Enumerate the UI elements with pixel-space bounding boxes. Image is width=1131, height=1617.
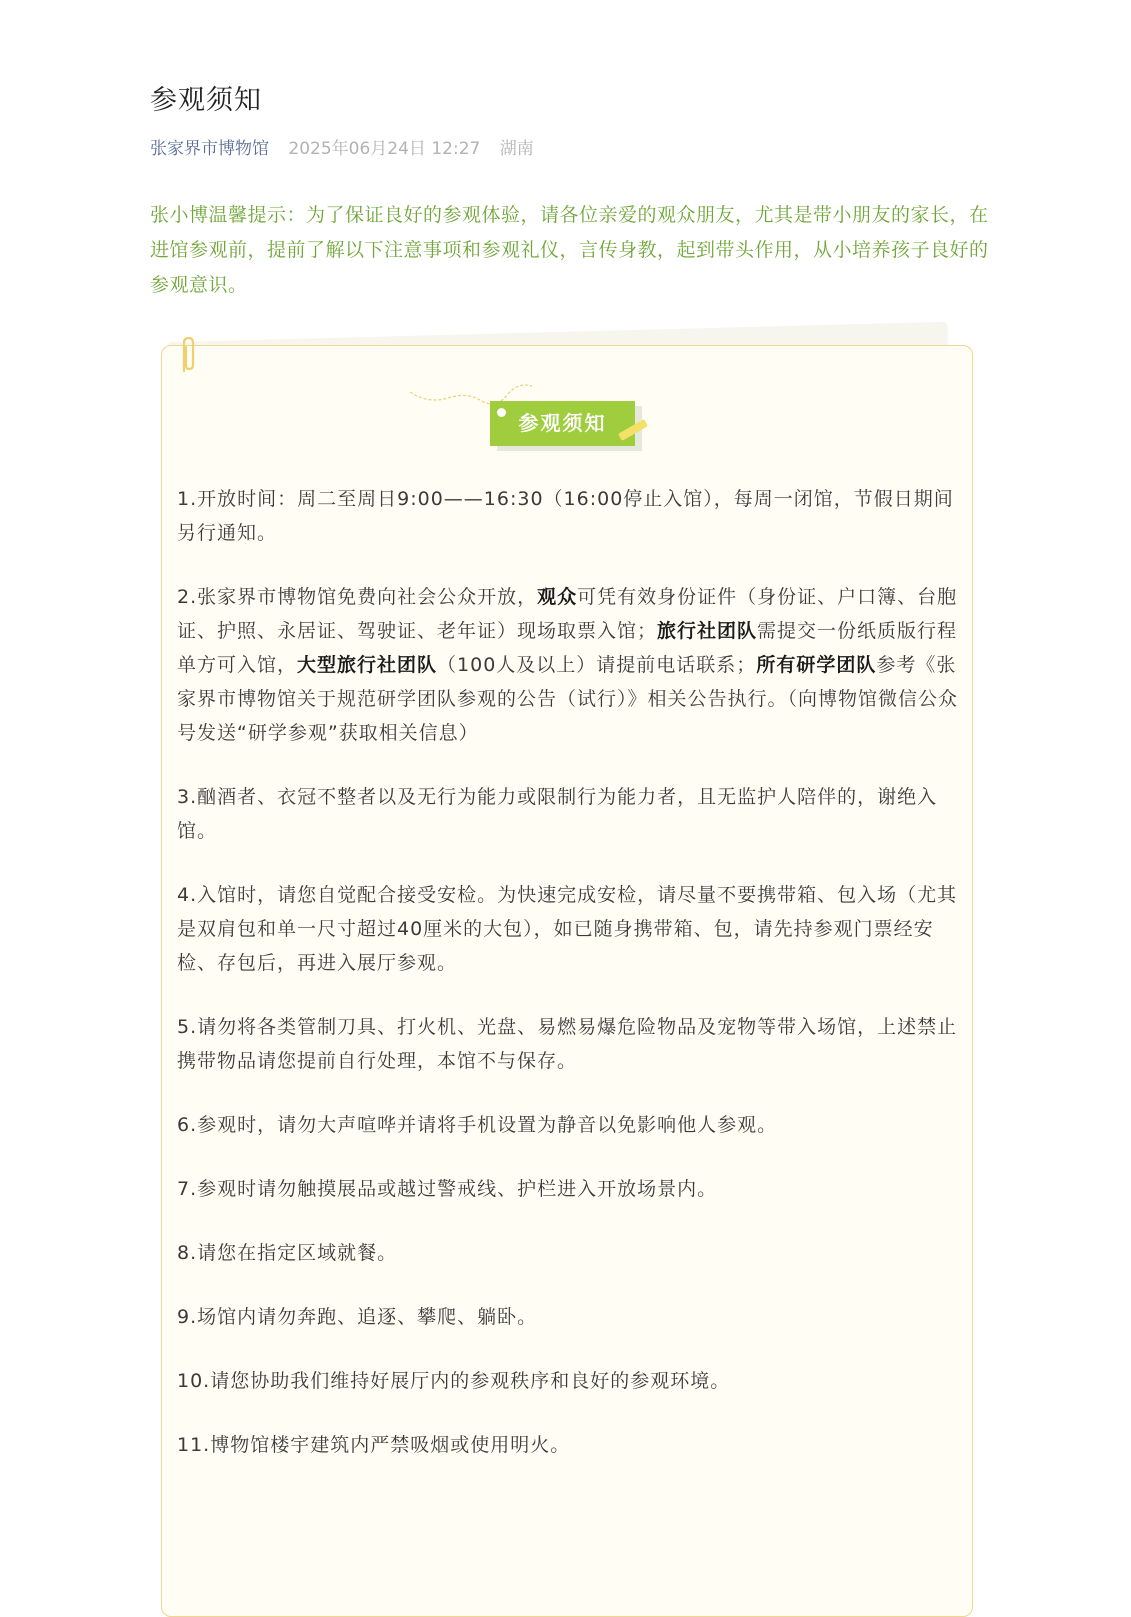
rule-item-3: 3.酗酒者、衣冠不整者以及无行为能力或限制行为能力者，且无监护人陪伴的，谢绝入馆。: [177, 786, 938, 842]
rule-2-text-5: 参考《张家界市博物馆关于规范研学团队参观的公告（试行）》相关公告执行。（向博物馆微信公众号发送“研学参观”获取相关信息）: [177, 654, 959, 744]
rule-2-text-2: 可凭有效身份证件（身份证、户口簿、台胞证、护照、永居证、驾驶证、老年证）现场取票入馆；: [177, 586, 958, 642]
rule-item-5: 5.请勿将各类管制刀具、打火机、光盘、易燃易爆危险物品及宠物等带入场馆，上述禁止携带物品请您提前自行处理，本馆不与保存。: [177, 1016, 958, 1072]
rule-item-2: [177, 580, 967, 750]
publish-time: 2025年06月24日 12:27: [288, 139, 481, 159]
rule-item-11: 11.博物馆楼宇建筑内严禁吸烟或使用明火。: [177, 1434, 571, 1456]
rule-2-text-3: 需提交一份纸质版行程单方可入馆，: [177, 620, 958, 676]
publish-location: 湖南: [499, 139, 534, 159]
paperclip-icon: [176, 335, 200, 375]
intro-paragraph: 张小博温馨提示：为了保证良好的参观体验，请各位亲爱的观众朋友，尤其是带小朋友的家长，在进馆参观前，提前了解以下注意事项和参观礼仪，言传身教，起到带头作用，从小培养孩子良好的参观意识。: [150, 204, 989, 296]
article-meta: [150, 134, 534, 159]
page-title: 参观须知: [150, 85, 262, 116]
rule-item-1: 1.开放时间：周二至周日9:00——16:30（16:00停止入馆），每周一闭馆，节假日期间另行通知。: [177, 488, 954, 544]
rule-item-6: 6.参观时，请勿大声喧哗并请将手机设置为静音以免影响他人参观。: [177, 1114, 778, 1136]
rule-2-text-4: （100人及以上）请提前电话联系；: [437, 654, 757, 676]
rule-item-8: 8.请您在指定区域就餐。: [177, 1242, 398, 1264]
account-name-link[interactable]: 张家界市博物馆: [150, 139, 269, 159]
rule-item-4: 4.入馆时，请您自觉配合接受安检。为快速完成安检，请尽量不要携带箱、包入场（尤其是双肩包和单一尺寸超过40厘米的大包），如已随身携带箱、包，请先持参观门票经安检、存包后，再进入展厅参观。: [177, 884, 958, 974]
rule-item-10: 10.请您协助我们维持好展厅内的参观秩序和良好的参观环境。: [177, 1370, 731, 1392]
rule-2-bold-visitors: 观众: [537, 586, 578, 608]
rules-list: [177, 482, 967, 1492]
section-badge: 参观须知: [490, 401, 635, 446]
rule-item-9: 9.场馆内请勿奔跑、追逐、攀爬、躺卧。: [177, 1306, 538, 1328]
rule-2-bold-travel-groups: 旅行社团队: [657, 620, 758, 642]
rule-2-bold-study-groups: 所有研学团队: [756, 654, 877, 676]
rule-2-bold-large-groups: 大型旅行社团队: [297, 654, 438, 676]
rule-item-7: 7.参观时请勿触摸展品或越过警戒线、护栏进入开放场景内。: [177, 1178, 718, 1200]
rule-2-text-1: 2.张家界市博物馆免费向社会公众开放，: [177, 586, 538, 608]
badge-dot-icon: [497, 408, 506, 417]
